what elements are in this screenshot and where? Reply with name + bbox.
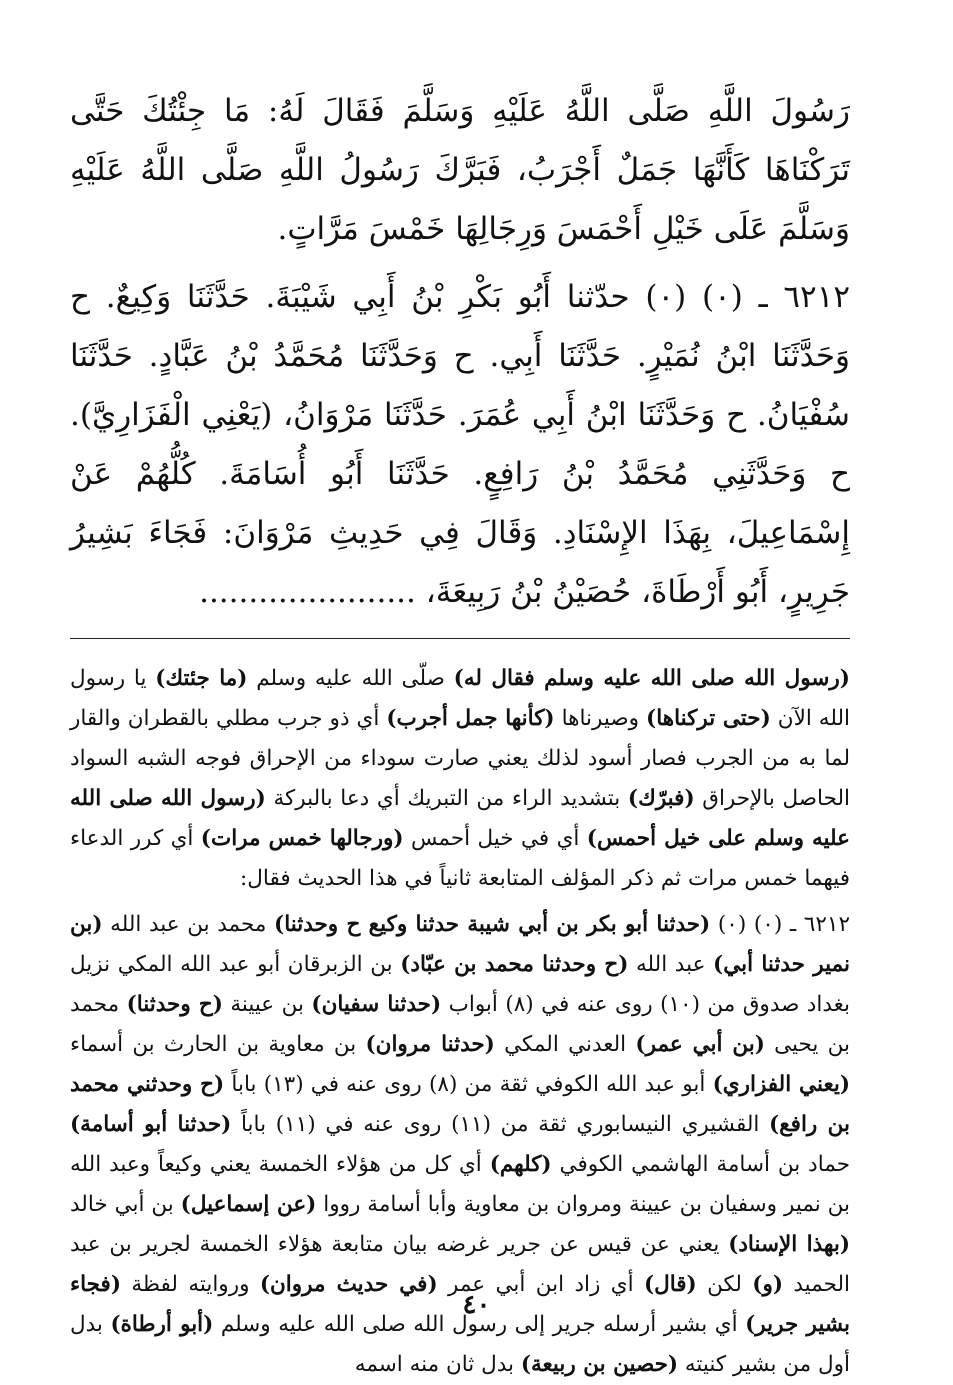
commentary-run: بن الزبرقان أبو عبد الله المكي نزيل بغداد صدوق من (١٠) روى عنه في (٨) أبواب	[70, 952, 850, 1017]
commentary-run: صلّى الله عليه وسلم	[247, 666, 454, 691]
commentary-run: أي في خيل أحمس	[403, 826, 587, 851]
commentary-paragraph-1	[70, 659, 850, 899]
commentary-run: أي بشير أرسله جرير إلى رسول الله صلى الله عليه وسلم	[213, 1312, 746, 1337]
commentary-quoted-phrase: (كأنها جمل أجرب)	[386, 706, 555, 731]
page-number: ٤٠	[462, 1290, 491, 1320]
commentary-quoted-phrase: (بهذا الإسناد)	[728, 1232, 850, 1257]
commentary-quoted-phrase: (ما جئتك)	[155, 666, 248, 691]
commentary-run: وصيرناها	[554, 706, 647, 731]
commentary-quoted-phrase: (حصين بن ربيعة)	[520, 1352, 679, 1377]
hadith-ellipsis: ......................	[199, 574, 416, 610]
commentary-quoted-phrase: (فجاء بشير جرير)	[70, 1272, 850, 1337]
book-page	[70, 82, 851, 1377]
commentary-quoted-phrase: (في حديث مروان)	[259, 1272, 438, 1297]
commentary-run: حماد بن أسامة الهاشمي الكوفي	[551, 1152, 850, 1177]
commentary-quoted-phrase: (حدثنا أبو بكر بن أبي شيبة حدثنا وكيع ح وحدثنا)	[274, 912, 711, 937]
commentary-run: أبو عبد الله الكوفي ثقة من (٨) روى عنه في (١٣) باباً	[224, 1072, 713, 1097]
commentary-run: محمد بن عبد الله	[102, 912, 275, 937]
commentary-run: بتشديد الراء من التبريك أي دعا بالبركة	[265, 786, 628, 811]
commentary-quoted-phrase: (يعني الفزاري)	[712, 1072, 850, 1097]
commentary-quoted-phrase: (عن إسماعيل)	[180, 1192, 317, 1217]
commentary-run: بن أبي خالد	[70, 1192, 181, 1217]
commentary-run: ٦٢١٢ ـ (٠) (٠)	[710, 912, 850, 937]
commentary-quoted-phrase: (قال)	[643, 1272, 697, 1297]
commentary-run: القشيري النيسابوري ثقة من (١١) روى عنه في (١١) باباً	[231, 1112, 770, 1137]
commentary-run: لكن	[696, 1272, 753, 1297]
commentary-quoted-phrase: (حدثنا مروان)	[365, 1032, 495, 1057]
commentary-run: بدل أول من بشير كنيته	[70, 1312, 850, 1377]
commentary-run: بدل ثان منه اسمه	[354, 1352, 521, 1377]
commentary-quoted-phrase: (رسول الله صلى الله عليه وسلم على خيل أحمس)	[70, 786, 850, 851]
commentary-run: وروايته لفظة	[121, 1272, 260, 1297]
commentary-run: أي كل من هؤلاء الخمسة يعني وكيعاً وعبد الله بن نمير وسفيان بن عيينة ومروان بن معاوية وأبا أسامة رووا	[70, 1152, 850, 1217]
commentary-quoted-phrase: (رسول الله صلى الله عليه وسلم فقال له)	[453, 666, 850, 691]
commentary-quoted-phrase: (ح وحدثنا محمد بن عبّاد)	[400, 952, 629, 977]
hadith-paragraph-1: رَسُولَ اللَّهِ صَلَّى اللَّهُ عَلَيْهِ وَسَلَّمَ فَقَالَ لَهُ: مَا جِئْتُكَ حَتَّى تَرَكْنَاهَا كَأَنَّهَا جَمَلٌ أَجْرَبُ، فَبَرَّكَ رَسُولُ اللَّهِ صَلَّى اللَّهُ عَلَيْهِ وَسَلَّمَ عَلَى خَيْلِ أَحْمَسَ وَرِجَالِهَا خَمْسَ مَرَّاتٍ.	[70, 93, 850, 247]
commentary-run: يا رسول الله الآن	[70, 666, 850, 731]
commentary-quoted-phrase: (حتى تركناها)	[646, 706, 771, 731]
commentary-quoted-phrase: (أبو أرطاة)	[110, 1312, 214, 1337]
commentary-run: أي ذو جرب مطلي بالقطران والقار لما به من الجرب فصار أسود لذلك يعني صارت سوداء من الإحراق فوجه الشبه السواد الحاصل بالإحراق	[70, 706, 851, 811]
commentary-quoted-phrase: (فبرّك)	[627, 786, 695, 811]
commentary-run: أي زاد ابن أبي عمر	[437, 1272, 644, 1297]
commentary-quoted-phrase: (بن أبي عمر)	[635, 1032, 765, 1057]
commentary-run: بن معاوية بن الحارث بن أسماء	[70, 1032, 366, 1057]
commentary-quoted-phrase: (ح وحدثنا)	[126, 992, 223, 1017]
commentary-run: يعني عن قيس عن جرير غرضه بيان متابعة هؤلاء الخمسة لجرير بن عبد الحميد	[70, 1232, 850, 1297]
commentary-quoted-phrase: (حدثنا سفيان)	[311, 992, 442, 1017]
section-divider	[70, 638, 850, 639]
commentary-quoted-phrase: (ح وحدثني محمد بن رافع)	[70, 1072, 850, 1137]
commentary-run: العدني المكي	[494, 1032, 636, 1057]
commentary-run: محمد بن يحيى	[70, 992, 850, 1057]
commentary-run: عبد الله	[628, 952, 714, 977]
commentary-quoted-phrase: (ورجالها خمس مرات)	[200, 826, 404, 851]
hadith-paragraph-2	[70, 268, 850, 622]
commentary-text	[70, 659, 850, 1385]
commentary-quoted-phrase: (و)	[752, 1272, 784, 1297]
commentary-run: أي كرر الدعاء فيهما خمس مرات ثم ذكر المؤلف المتابعة ثانياً في هذا الحديث فقال:	[70, 826, 850, 891]
commentary-quoted-phrase: (بن نمير حدثنا أبي)	[70, 912, 850, 977]
commentary-run: بن عيينة	[222, 992, 312, 1017]
commentary-quoted-phrase: (كلهم)	[489, 1152, 552, 1177]
hadith-paragraph-2-text: ٦٢١٢ ـ (٠) (٠) حدّثنا أَبُو بَكْرِ بْنُ أَبِي شَيْبَةَ. حَدَّثَنَا وَكِيعٌ. ح وَحَدَّثَنَا ابْنُ نُمَيْرٍ. حَدَّثَنَا أَبِي. ح وَحَدَّثَنَا مُحَمَّدُ بْنُ عَبَّادٍ. حَدَّثَنَا سُفْيَانُ. ح وَحَدَّثَنَا ابْنُ أَبِي عُمَرَ. حَدَّثَنَا مَرْوَانُ، (يَعْنِي الْفَزَارِيَّ). ح وَحَدَّثَنِي مُحَمَّدُ بْنُ رَافِعٍ. حَدَّثَنَا أَبُو أُسَامَةَ. كُلُّهُمْ عَنْ إِسْمَاعِيلَ، بِهَذَا الإِسْنَادِ. وَقَالَ فِي حَدِيثِ مَرْوَانَ: فَجَاءَ بَشِيرُ جَرِيرٍ، أَبُو أَرْطَاةَ، حُصَيْنُ بْنُ رَبِيعَةَ،	[70, 279, 850, 610]
commentary-quoted-phrase: (حدثنا أبو أسامة)	[70, 1112, 232, 1137]
hadith-text	[70, 82, 850, 622]
